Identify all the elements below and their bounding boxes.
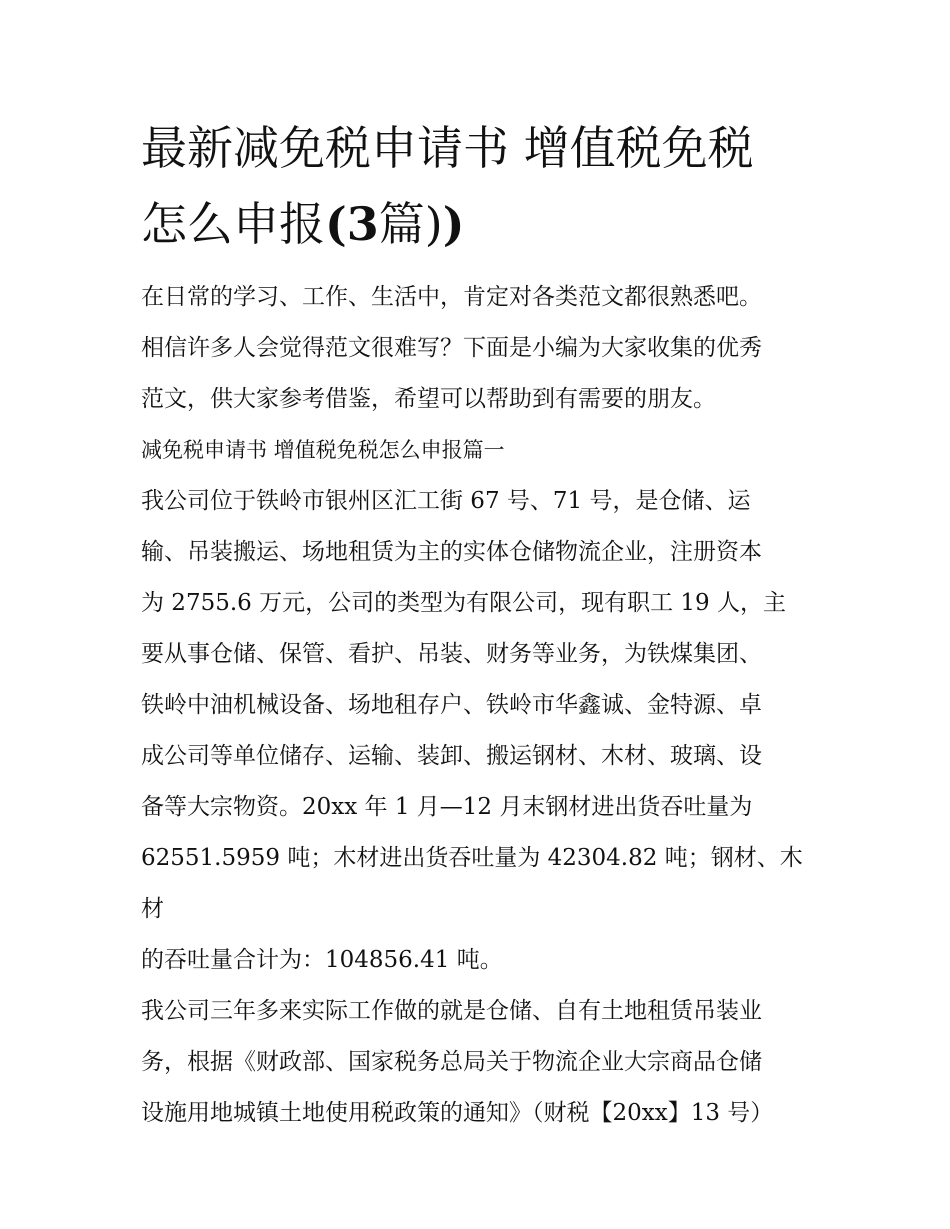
intro-paragraph: [141, 272, 813, 425]
text-line: 成公司等单位储存、运输、装卸、搬运钢材、木材、玻璃、设: [141, 743, 762, 769]
title-line-2-number: (3: [325, 197, 379, 251]
title-line-2: [141, 186, 813, 262]
text-line: 的吞吐量合计为：104856.41 吨。: [141, 947, 503, 973]
title-line-2-suffix: 篇): [378, 197, 443, 251]
title-line-2-prefix: 怎么申报: [141, 197, 325, 251]
text-line: 务，根据《财政部、国家税务总局关于物流企业大宗商品仓储: [141, 1049, 762, 1075]
title-close-paren: ): [442, 197, 465, 251]
title-line-1: 最新减免税申请书 增值税免税: [141, 121, 754, 175]
text-line: 相信许多人会觉得范文很难写？下面是小编为大家收集的优秀: [141, 335, 762, 361]
text-line: 铁岭中油机械设备、场地租存户、铁岭市华鑫诚、金特源、卓: [141, 692, 762, 718]
text-line: 为 2755.6 万元，公司的类型为有限公司，现有职工 19 人，主: [141, 590, 786, 616]
text-line: 范文，供大家参考借鉴，希望可以帮助到有需要的朋友。: [141, 386, 716, 412]
text-line: 62551.5959 吨；木材进出货吞吐量为 42304.82 吨；钢材、木材: [141, 845, 803, 922]
body-paragraph-1: [141, 476, 813, 986]
text-line: 设施用地城镇土地使用税政策的通知》（财税【20xx】13 号）: [141, 1100, 774, 1126]
text-line: 我公司三年多来实际工作做的就是仓储、自有土地租赁吊装业: [141, 998, 762, 1024]
text-line: 要从事仓储、保管、看护、吊装、财务等业务，为铁煤集团、: [141, 641, 762, 667]
section-heading: 减免税申请书 增值税免税怎么申报篇一: [141, 438, 505, 462]
text-line: 我公司位于铁岭市银州区汇工街 67 号、71 号，是仓储、运: [141, 488, 751, 514]
text-line: 在日常的学习、工作、生活中，肯定对各类范文都很熟悉吧。: [141, 284, 762, 310]
document-title: [141, 110, 813, 262]
document-page: [141, 110, 813, 1139]
text-line: 备等大宗物资。20xx 年 1 月—12 月末钢材进出货吞吐量为: [141, 794, 753, 820]
text-line: 输、吊装搬运、场地租赁为主的实体仓储物流企业，注册资本: [141, 539, 762, 565]
body-paragraph-2: [141, 986, 813, 1139]
